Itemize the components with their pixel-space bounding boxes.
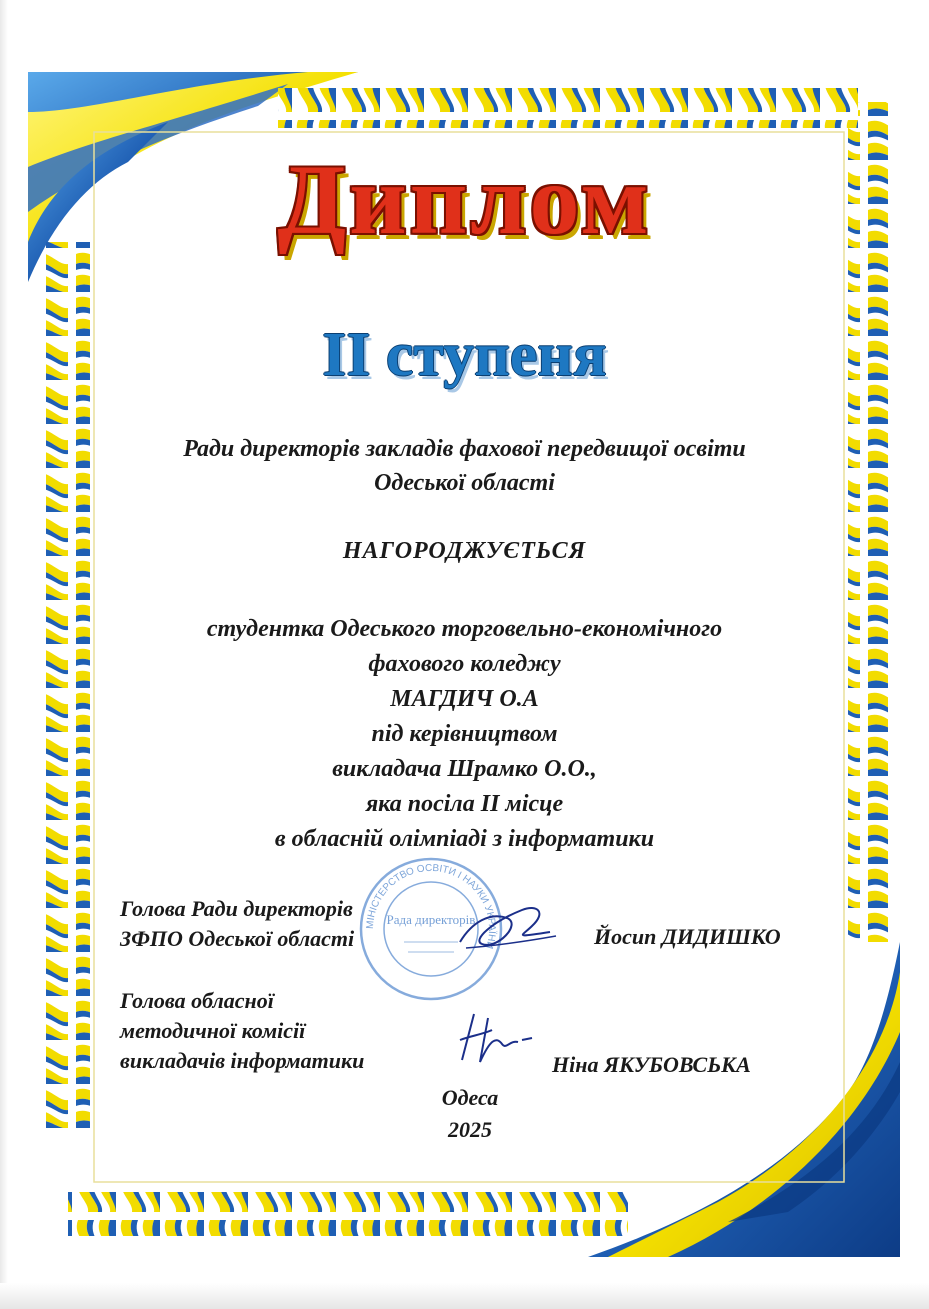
awarded-label: НАГОРОДЖУЄТЬСЯ	[342, 538, 587, 564]
recipient-text	[0, 612, 929, 857]
city: Одеса	[441, 1085, 499, 1110]
diploma-title: Диплом	[277, 144, 652, 255]
signatory-1-name: Йосип ДИДИШКО	[594, 924, 781, 949]
signatory-1-position	[120, 894, 354, 954]
city-year	[0, 1082, 929, 1146]
signatory-2-name: Ніна ЯКУБОВСЬКА	[552, 1052, 751, 1077]
signature-yakubovska	[440, 1000, 540, 1070]
recipient-line-1: студентка Одеського торговельно-економічного	[206, 616, 723, 642]
recipient-line-5: викладача Шрамко О.О.,	[332, 756, 597, 782]
signatory-2-position-line-1: Голова обласної	[120, 988, 274, 1013]
year: 2025	[448, 1117, 492, 1142]
issuer-text	[0, 432, 929, 500]
issuer-line-2: Одеської області	[374, 470, 555, 496]
signature-didyshko	[452, 892, 562, 962]
stamp-center-text: Рада директорів	[386, 912, 476, 927]
signatory-1-position-line-2: ЗФПО Одеської області	[120, 926, 355, 951]
recipient-name: МАГДИЧ О.А	[390, 686, 539, 712]
recipient-line-6: яка посіла ІІ місце	[365, 791, 564, 817]
stamp-ring-text: МІНІСТЕРСТВО ОСВІТИ І НАУКИ УКРАЇНИ	[364, 862, 498, 950]
signatory-2-position-line-3: викладачів інформатики	[120, 1048, 365, 1073]
scan-edge-bottom	[0, 1283, 929, 1309]
signatory-1-position-line-1: Голова Ради директорів	[120, 896, 353, 921]
recipient-line-2: фахового коледжу	[368, 651, 561, 677]
recipient-line-7: в обласній олімпіаді з інформатики	[274, 826, 655, 852]
degree-title: II ступеня	[322, 321, 607, 389]
recipient-line-4: під керівництвом	[371, 721, 558, 747]
signatory-2-position	[120, 986, 364, 1076]
signatory-2-position-line-2: методичної комісії	[120, 1018, 306, 1043]
issuer-line-1: Ради директорів закладів фахової передвищої освіти	[183, 436, 746, 462]
